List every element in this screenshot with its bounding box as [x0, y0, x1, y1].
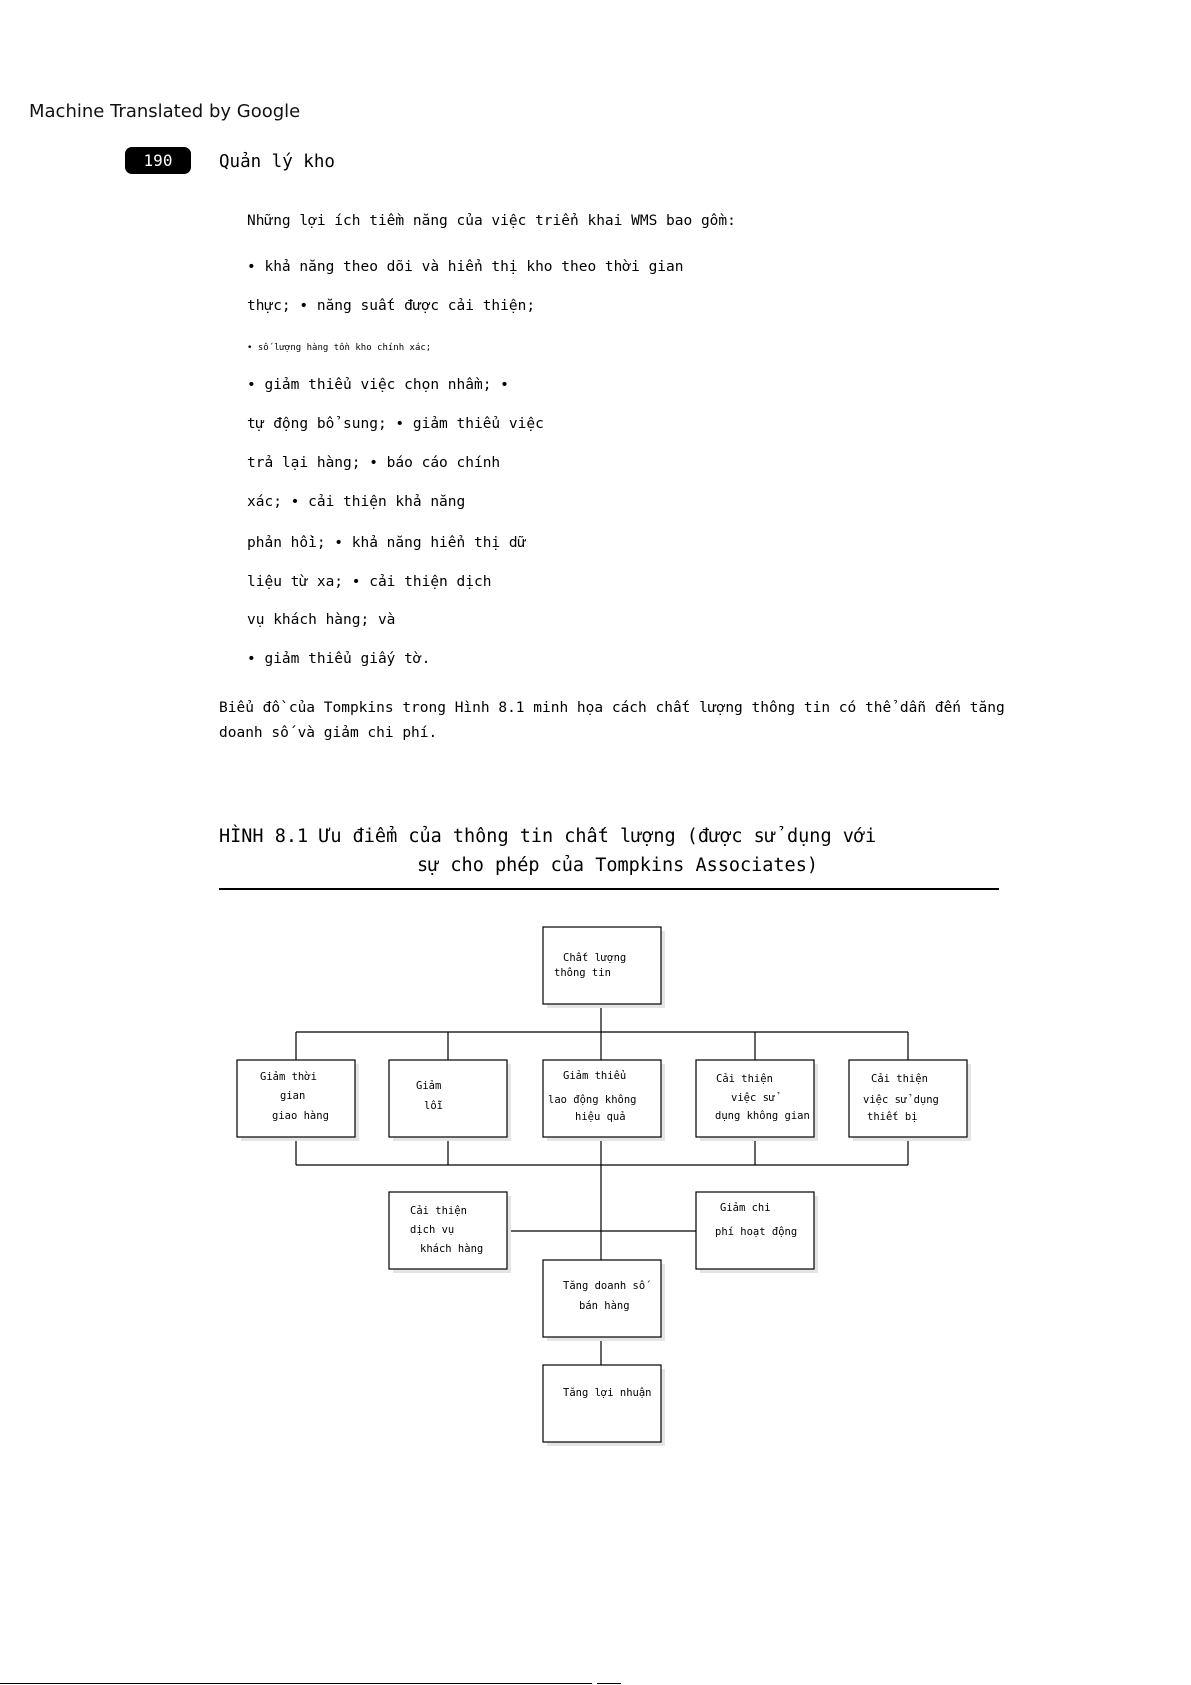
footer-rule-segment	[597, 1683, 621, 1684]
svg-text:lao động không: lao động không	[548, 1094, 637, 1106]
list-line: • khả năng theo dõi và hiển thị kho theo thời gian	[247, 259, 684, 275]
svg-text:bán hàng: bán hàng	[579, 1300, 630, 1312]
node-improve-space-use	[696, 1060, 818, 1141]
svg-text:thông tin: thông tin	[554, 967, 611, 979]
list-line: thực; • năng suất được cải thiện;	[247, 298, 536, 314]
node-reduce-operating-costs	[696, 1192, 818, 1273]
node-improve-equipment-use	[849, 1060, 971, 1141]
figure-title-line-2: sự cho phép của Tompkins Associates)	[417, 855, 818, 876]
list-line: tự động bổ sung; • giảm thiểu việc	[247, 416, 544, 432]
machine-translation-watermark: Machine Translated by Google	[29, 101, 301, 122]
svg-text:lỗi: lỗi	[424, 1100, 443, 1112]
node-reduce-errors	[389, 1060, 511, 1141]
svg-text:việc sử dụng: việc sử dụng	[863, 1094, 939, 1106]
svg-text:thiết bị: thiết bị	[867, 1111, 918, 1123]
svg-text:khách hàng: khách hàng	[420, 1243, 484, 1255]
svg-text:Cải thiện: Cải thiện	[410, 1205, 467, 1217]
svg-text:Chất lượng: Chất lượng	[563, 952, 627, 964]
list-line: • giảm thiểu giấy tờ.	[247, 651, 431, 667]
list-line: xác; • cải thiện khả năng	[247, 494, 466, 510]
svg-text:gian: gian	[280, 1090, 306, 1102]
svg-text:Giảm: Giảm	[416, 1080, 442, 1092]
list-line: • giảm thiểu việc chọn nhầm; •	[247, 377, 509, 393]
svg-text:Tăng doanh số: Tăng doanh số	[563, 1280, 646, 1292]
svg-text:Giảm thời: Giảm thời	[260, 1071, 317, 1083]
node-increase-profit	[543, 1365, 665, 1446]
list-line: liệu từ xa; • cải thiện dịch	[247, 574, 492, 590]
node-reduce-inefficient-labor	[543, 1060, 665, 1141]
running-head: Quản lý kho	[219, 152, 335, 172]
list-line: vụ khách hàng; và	[247, 612, 396, 628]
svg-text:việc sử: việc sử	[731, 1092, 776, 1104]
node-increase-sales	[543, 1260, 665, 1341]
node-information-quality	[543, 927, 665, 1008]
svg-text:Giảm chi: Giảm chi	[720, 1202, 771, 1214]
node-reduce-delivery-time	[237, 1060, 359, 1141]
svg-text:phí hoạt động: phí hoạt động	[715, 1226, 798, 1238]
svg-text:Cải thiện: Cải thiện	[716, 1073, 773, 1085]
svg-text:Giảm thiểu: Giảm thiểu	[563, 1070, 627, 1082]
body-paragraph-line: doanh số và giảm chi phí.	[219, 725, 438, 741]
svg-text:giao hàng: giao hàng	[272, 1110, 329, 1122]
svg-text:Cải thiện: Cải thiện	[871, 1073, 928, 1085]
svg-text:Tăng lợi nhuận: Tăng lợi nhuận	[563, 1387, 652, 1399]
figure-title-line-1: HÌNH 8.1 Ưu điểm của thông tin chất lượng (được sử dụng với	[219, 826, 877, 847]
list-line: • số lượng hàng tồn kho chính xác;	[247, 343, 432, 353]
svg-text:dịch vụ: dịch vụ	[410, 1224, 455, 1236]
svg-text:dụng không gian: dụng không gian	[715, 1110, 810, 1122]
page-number-badge: 190	[125, 147, 191, 174]
body-paragraph-line: Biểu đồ của Tompkins trong Hình 8.1 minh họa cách chất lượng thông tin có thể dẫn đến tăng	[219, 700, 1005, 716]
svg-text:hiệu quả: hiệu quả	[575, 1111, 626, 1123]
footer-rule	[0, 1683, 592, 1684]
node-improve-customer-service	[389, 1192, 511, 1273]
list-line: phản hồi; • khả năng hiển thị dữ	[247, 535, 527, 551]
list-intro: Những lợi ích tiềm năng của việc triển khai WMS bao gồm:	[247, 213, 736, 229]
list-line: trả lại hàng; • báo cáo chính	[247, 455, 501, 471]
